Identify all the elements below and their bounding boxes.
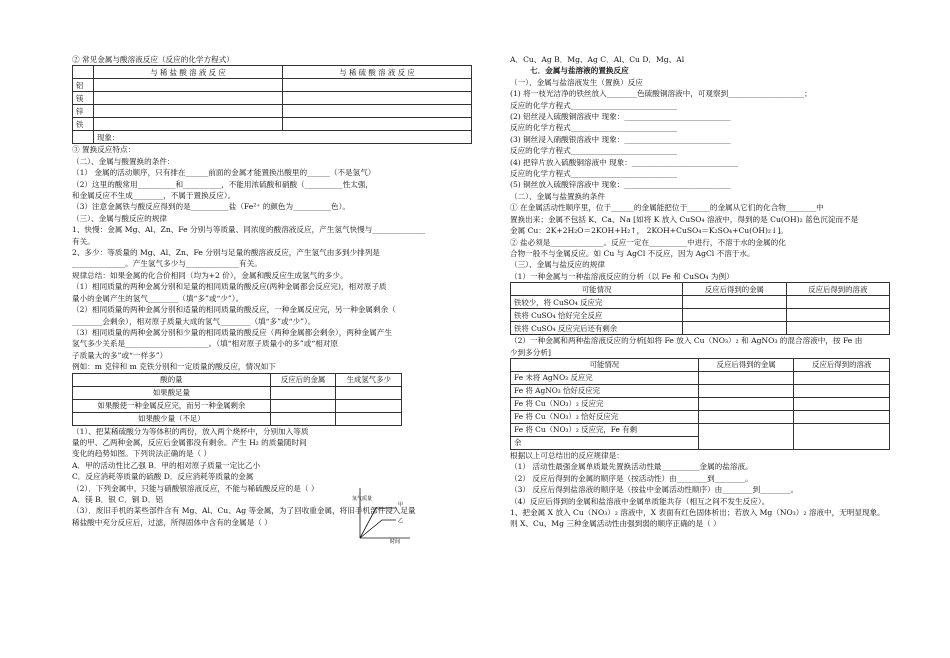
graph-label-jia: 甲 xyxy=(398,502,404,508)
question-line: 稀盐酸中充分反应后，过滤，所得固体中含有的金属是（ ） xyxy=(72,517,272,527)
section-heading: （三）、金属与盐反应的规律 xyxy=(510,260,605,270)
text-line: （1） 活动性最强金属单质最先置换活动性最__________金属的盐溶液。 xyxy=(510,462,753,472)
text-line: 2、多少：等质量的 Mg、Al、Zn、Fe 分别与足量的酸溶液反应，产生氢气由多到少排列是 xyxy=(72,248,380,258)
ex-header: 生成氢气多少 xyxy=(336,373,402,386)
text-line: （1） 金属的活动顺序，只有排在______前面的金属才能置换出酸里的______（不是氢气） xyxy=(72,168,376,178)
option-line: A．镁 B．银 C．铜 D．铝 xyxy=(72,494,163,504)
answer-cell[interactable] xyxy=(336,412,402,425)
text-line: （4）反应后得到的金属和盐溶液中金属单质能共存（相互之间不发生反应）。 xyxy=(510,496,770,506)
graph-ylabel: 氢气质量 xyxy=(352,496,373,502)
hydrogen-mass-graph xyxy=(352,486,412,544)
t2-row-label: Fe 将 Cu（NO₃）₂ 反应完 xyxy=(511,397,699,410)
t2-header: 反应后得到的金属 xyxy=(698,358,794,371)
section-heading: （三）、金属与酸反应的规律 xyxy=(72,213,167,223)
q2-title: ② 常见金属与酸溶液反应（反应的化学方程式） xyxy=(72,55,234,64)
answer-cell[interactable] xyxy=(94,92,283,105)
answer-cell[interactable] xyxy=(283,118,472,131)
question-line: （2）．下列金属中，只能与硝酸银溶液反应，不能与稀硫酸反应的是（ ） xyxy=(72,483,319,493)
text-line: (2) 铝丝浸入硫酸铜溶液中 现象：____________________________ xyxy=(510,112,731,122)
answer-cell[interactable] xyxy=(283,105,472,118)
answer-cell[interactable] xyxy=(94,105,283,118)
fe-two-salt-table xyxy=(510,358,890,450)
text-line: 有关。 xyxy=(72,236,95,246)
answer-cell[interactable] xyxy=(270,399,336,412)
acid-table-header-h2so4: 与 稀 硫 酸 溶 液 反 应 xyxy=(283,66,472,79)
text-line: 少到多分析] xyxy=(510,347,551,357)
answer-cell[interactable] xyxy=(683,322,786,335)
graph-label-yi: 乙 xyxy=(398,518,404,524)
answer-cell[interactable] xyxy=(698,410,794,423)
graph-xlabel: 时间 xyxy=(390,539,401,544)
text-line: （2）一种金属和两种盐溶液反应的分析[如将 Fe 放入 Cu（NO₃）₂ 和 AgNO₃ 的混合溶液中，按 Fe 由 xyxy=(510,336,863,346)
t2-header: 可能情况 xyxy=(511,358,699,371)
answer-cell[interactable] xyxy=(786,309,889,322)
t1-header: 反应后得到的金属 xyxy=(683,283,786,296)
answer-cell[interactable] xyxy=(786,322,889,335)
answer-cell[interactable] xyxy=(698,384,794,397)
answer-cell[interactable] xyxy=(683,309,786,322)
metal-cell: 铝 xyxy=(73,79,94,92)
answer-cell[interactable] xyxy=(283,79,472,92)
question-line: （3）．废旧手机的某些部件含有 Mg、Al、Cu、Ag 等金属，为了回收重金属，将旧手机部件浸入足量 xyxy=(72,506,416,516)
text-line: 金属 Cu：2K+2H₂O＝2KOH+H₂↑， 2KOH+CuSO₄＝K₂SO₄+Cu(OH)₂↓]。 xyxy=(510,226,788,236)
text-line: 子质量大的多”或“一样多”） xyxy=(72,350,168,360)
text-line: 反应的化学方程式____________________________ xyxy=(510,146,678,156)
t1-header: 反应后得到的溶液 xyxy=(786,283,889,296)
text-line: 例如：m 克锌和 m 克铁分别和一定质量的酸反应，情况如下 xyxy=(72,362,276,372)
text-line: 反应的化学方程式____________________________ xyxy=(510,169,678,179)
question-line: 变化的趋势如图。下列说法正确的是（ ） xyxy=(72,449,212,459)
text-line: (4) 把锌片放入硫酸铜溶液中 现象：____________________________ xyxy=(510,157,739,167)
metal-cell: 镁 xyxy=(73,92,94,105)
answer-cell[interactable] xyxy=(336,399,402,412)
answer-cell[interactable] xyxy=(794,397,890,410)
section-7-title: 七．金属与盐溶液的置换反应 xyxy=(530,66,629,76)
text-line: 合物一般不与金属反应。如 Cu 与 AgCl 不反应，因为 AgCl 不溶于水。 xyxy=(510,248,755,258)
ex-row-label: 如果酸使一种金属反应完，而另一种金属剩余 xyxy=(73,399,271,412)
ex-row-label: 如果酸少量（不足） xyxy=(73,412,271,425)
text-line: （2）这里的酸常用__________和__________，不能用浓硫酸和硝酸（__________性太强， xyxy=(72,179,373,189)
t2-row-label: Fe 将 Cu（NO₃）₂ 反应完，Fe 有剩 xyxy=(511,423,699,436)
t2-row-label: Fe 未将 AgNO₃ 反应完 xyxy=(511,371,699,384)
right-text-block xyxy=(510,77,890,282)
acid-reaction-table xyxy=(72,65,472,144)
phenomenon-cell[interactable]: 现象： xyxy=(94,131,472,144)
metal-cell: 锌 xyxy=(73,105,94,118)
answer-cell[interactable] xyxy=(794,423,890,449)
answer-cell[interactable] xyxy=(786,296,889,309)
text-line: （2）相同质量的两种金属分别和适量的相同质量的酸反应，一种金属反应完，另一种金属剩余（ xyxy=(72,305,396,315)
options-line: A．Cu、Ag B．Mg、Ag C．Al、Cu D．Mg、Al xyxy=(510,55,685,64)
text-line: 反应的化学方程式____________________________ xyxy=(510,100,678,110)
acid-table-header-blank xyxy=(73,66,94,79)
summary-block xyxy=(510,450,890,530)
example-table xyxy=(72,373,402,426)
section-heading: （二）、金属与酸置换的条件： xyxy=(72,156,175,166)
ex-row-label: 如果酸足量 xyxy=(73,386,271,399)
question-block xyxy=(72,426,472,529)
section-heading: （一）、金属与盐溶液发生（置换）反应 xyxy=(510,77,643,87)
section-heading: （二）、金属与盐置换的条件 xyxy=(510,191,605,201)
answer-cell[interactable] xyxy=(794,371,890,384)
answer-cell[interactable] xyxy=(94,79,283,92)
text-line: ① 在金属活动性顺序里，位于______的金属能把位于______的金属从它们的化合物________中 xyxy=(510,203,824,213)
t1-row-label: 铁将 CuSO₄ 恰好完全反应 xyxy=(511,309,683,322)
answer-cell[interactable] xyxy=(270,412,336,425)
answer-cell[interactable] xyxy=(336,386,402,399)
text-line: ______________。产生氢气多少与______________有关。 xyxy=(72,259,262,269)
text-line: (1) 将一枝光洁净的铁丝放入________色硫酸铜溶液中，可观察到____________________； xyxy=(510,89,812,99)
option-line: C．反应消耗等质量的硫酸 D．反应消耗等质量的金属 xyxy=(72,472,254,482)
text-line: 反应的化学方程式____________________________ xyxy=(510,123,678,133)
text-line: ② 盐必须是______________。反应一定在__________中进行，不溶于水的金属的化 xyxy=(510,237,786,247)
text-line: 根据以上可总结出的反应规律是： xyxy=(510,450,624,460)
text-line: 和金属反应不生成________，不属于置换反应）。 xyxy=(72,191,236,201)
text-line: ③ 置换反应特点： xyxy=(72,145,136,155)
ex-header: 酸的量 xyxy=(73,373,271,386)
question-line: （1）、把某稀硫酸分为等体积的两份，放入两个烧杯中，分别加入等质 xyxy=(72,426,309,436)
answer-cell[interactable] xyxy=(794,384,890,397)
answer-cell[interactable] xyxy=(794,410,890,423)
question-line: 量的甲、乙两种金属，反应后金属都没有剩余。产生 H₂ 的质量随时间 xyxy=(72,437,307,447)
text-line: （3）注意金属铁与酸反应得到的是__________盐（Fe²⁺ 的颜色为__________色）。 xyxy=(72,202,351,212)
text-line: （1）一种金属与一种盐溶液反应的分析（以 Fe 和 CuSO₄ 为例） xyxy=(510,271,734,281)
acid-table-header-hcl: 与 稀 盐 酸 溶 液 反 应 xyxy=(94,66,283,79)
t2-header: 反应后得到的溶液 xyxy=(794,358,890,371)
t2-row-label: Fe 将 AgNO₃ 恰好反应完 xyxy=(511,384,699,397)
answer-cell[interactable] xyxy=(698,371,794,384)
t1-row-label: 铁较少，将 CuSO₄ 反应完 xyxy=(511,296,683,309)
answer-cell[interactable] xyxy=(698,397,794,410)
option-line: A．甲的活动性比乙强 B．甲的相对原子质量一定比乙小 xyxy=(72,460,261,470)
t2-row-label: Fe 将 Cu（NO₃）₂ 恰好反应完 xyxy=(511,410,699,423)
text-line: 氢气多少关系是______________________。（填“相对原子质量小的多”或“相对原 xyxy=(72,339,339,349)
answer-cell[interactable] xyxy=(270,386,336,399)
text-line: 置换出来；金属不包括 K、Ca、Na [如将 K 放入 CuSO₄ 溶液中，得到的是 Cu(OH)₂ 蓝色沉淀而不是 xyxy=(510,214,859,224)
text-line: （3） 反应后得到盐溶液的顺序是（按盐中金属活动性顺序）由________到________。 xyxy=(510,485,799,495)
question-line: 1、把金属 X 放入 Cu（NO₃）₂ 溶液中，X 表面有红色固体析出；若放入 Mg（NO₃）₂ 溶液中，无明显现象。 xyxy=(510,507,885,517)
question-line: 则 X、Cu、Mg 三种金属活动性由强到弱的顺序正确的是（ ） xyxy=(510,519,721,529)
text-line: ________会剩余），相对原子质量大成的氢气________（填“多”或“少”）。 xyxy=(72,316,316,326)
text-line: 量小的金属产生的氢气________（填“多”或“少”）。 xyxy=(72,293,244,303)
answer-cell[interactable] xyxy=(698,423,794,449)
answer-cell[interactable] xyxy=(283,92,472,105)
text-line: 1、快慢：金属 Mg、Al、Zn、Fe 分别与等质量、同浓度的酸溶液反应，产生氢气快慢与______________ xyxy=(72,225,426,235)
answer-cell[interactable] xyxy=(94,118,283,131)
t1-header: 可能情况 xyxy=(511,283,683,296)
text-line: （2） 反应后得到的金属的顺序是（按活动性）由________到________。 xyxy=(510,473,753,483)
text-line: 规律总结：如果金属的化合价相同（均为+2 价），金属和酸反应生成氢气的多少。 xyxy=(72,270,348,280)
text-line: （1）相同质量的两种金属分别和足量的相同质量的酸反应(两种金属都会反应完)，相对原子质 xyxy=(72,282,387,292)
text-line: (3) 铜丝浸入硝酸银溶液中 现象：____________________________ xyxy=(510,134,731,144)
answer-cell[interactable] xyxy=(683,296,786,309)
left-text-block xyxy=(72,144,472,372)
ex-header: 反应后的金属 xyxy=(270,373,336,386)
t1-row-label: 铁将 CuSO₄ 反应完后还有剩余 xyxy=(511,322,683,335)
metal-cell: 铁 xyxy=(73,118,94,131)
t2-row-label: 余 xyxy=(511,436,699,449)
text-line: （3）相同质量的两种金属分别和少量的相同质量的酸反应（两种金属都会剩余），两种金属产生 xyxy=(72,327,392,337)
fe-cuso4-table xyxy=(510,282,890,335)
text-line: (5) 铜丝放入硫酸锌溶液中 现象：____________________________ xyxy=(510,180,731,190)
